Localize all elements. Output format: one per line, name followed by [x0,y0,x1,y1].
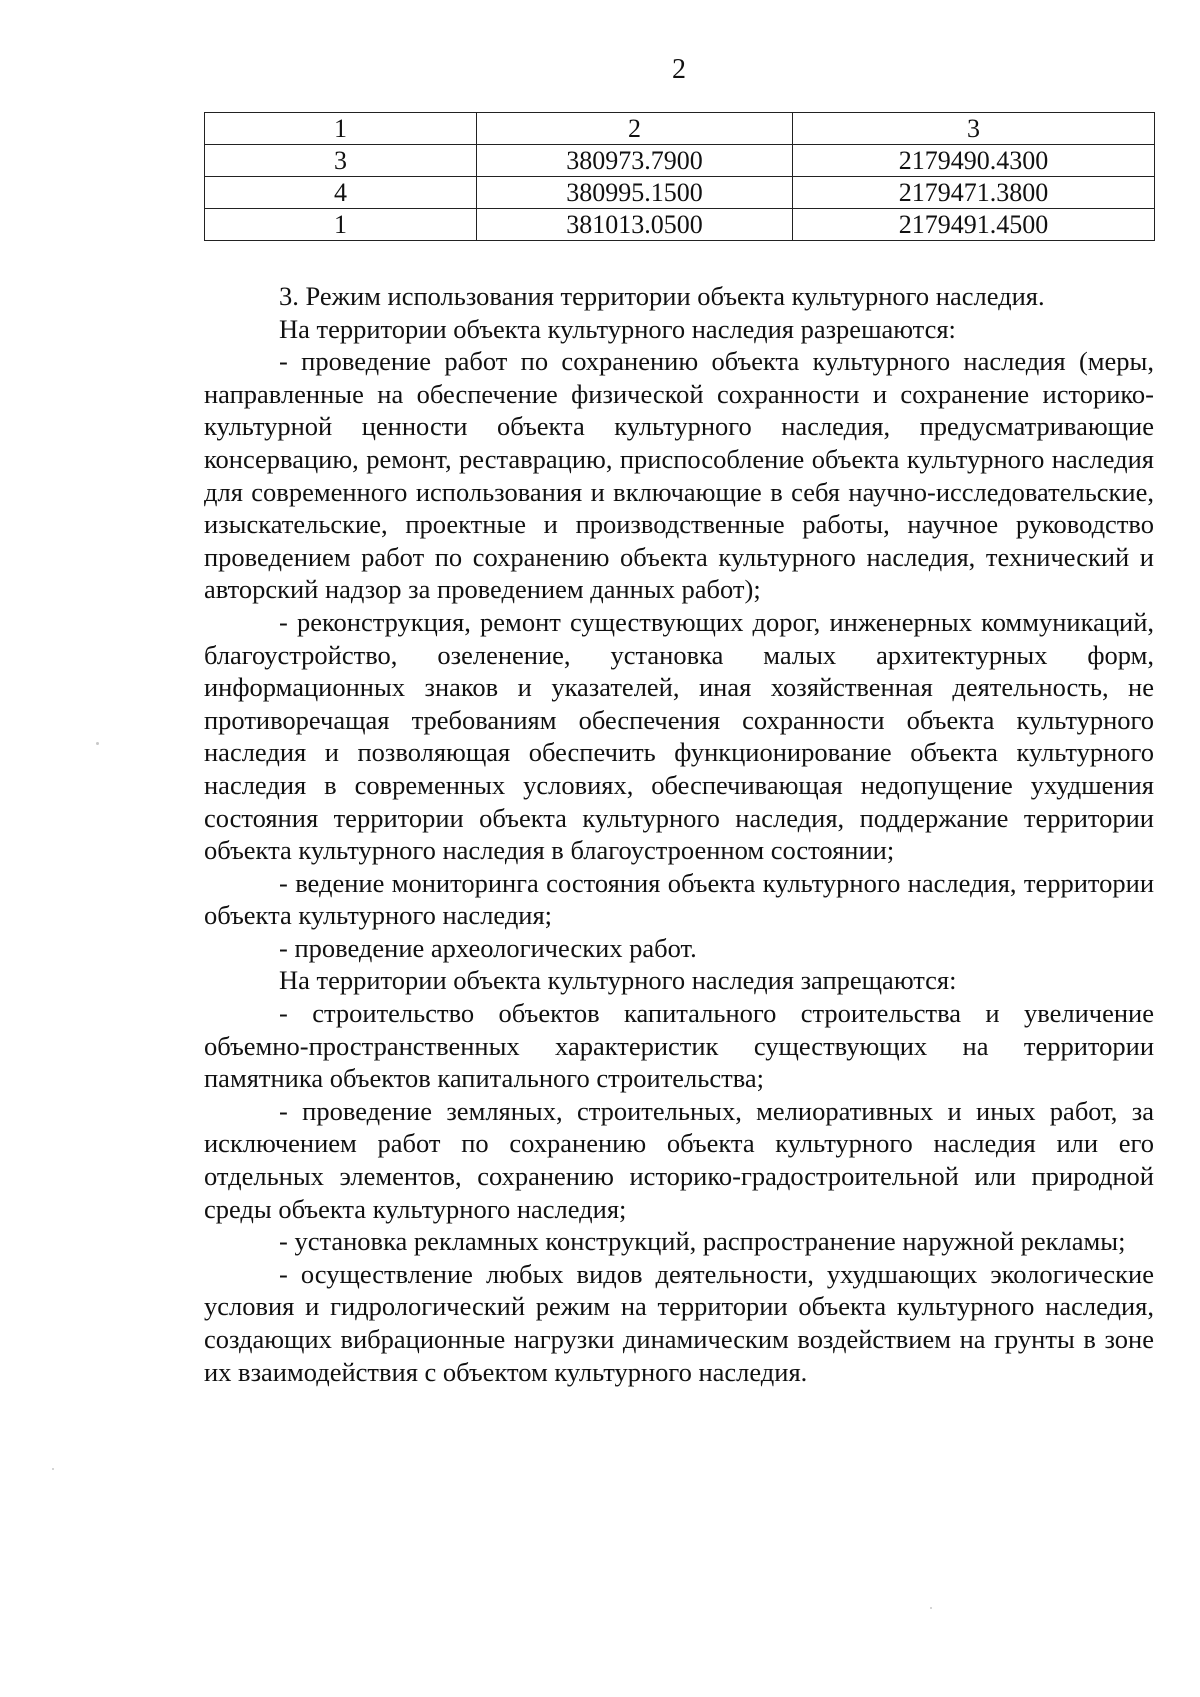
scan-speck [52,1468,54,1470]
list-item: - проведение земляных, строительных, мелиоративных и иных работ, за исключением работ по сохранению объекта культурного наследия или его отдельных элементов, сохранению историко-градостроительной или природной среды объекта культурного наследия; [204,1095,1154,1224]
permitted-intro: На территории объекта культурного наследия разрешаются: [279,313,956,344]
list-item: - реконструкция, ремонт существующих дорог, инженерных коммуникаций, благоустройство, озеленение, установка малых архитектурных форм, информационных знаков и указателей, иная хозяйственная деятельность, не противоречащая требованиям обеспечения сохранности объекта культурного наследия и позволяющая обеспечить функционирование объекта культурного наследия в современных условиях, обеспечивающая недопущение ухудшения состояния территории объекта культурного наследия, поддержание территории объекта культурного наследия в благоустроенном состоянии; [204,606,1154,866]
x-coordinate-cell: 381013.0500 [477,209,793,241]
prohibited-intro: На территории объекта культурного наследия запрещаются: [279,965,957,996]
document-body [204,280,1154,1388]
list-item: - строительство объектов капитального строительства и увеличение объемно-пространственных характеристик существующих на территории памятника объектов капитального строительства; [204,998,1154,1094]
scan-speck [930,1607,932,1609]
y-coordinate-cell: 2179471.3800 [793,177,1155,209]
list-item: - установка рекламных конструкций, распространение наружной рекламы; [279,1226,1126,1257]
scan-speck [96,742,99,745]
y-coordinate-cell: 2179491.4500 [793,209,1155,241]
table-header-cell: 3 [793,113,1155,145]
point-number-cell: 1 [205,209,477,241]
point-number-cell: 3 [205,145,477,177]
table-header-cell: 2 [477,113,793,145]
table-header-cell: 1 [205,113,477,145]
y-coordinate-cell: 2179490.4300 [793,145,1155,177]
point-number-cell: 4 [205,177,477,209]
list-item: - ведение мониторинга состояния объекта культурного наследия, территории объекта культурного наследия; [204,867,1154,931]
list-item: - осуществление любых видов деятельности, ухудшающих экологические условия и гидрологический режим на территории объекта культурного наследия, создающих вибрационные нагрузки динамическим воздействием на грунты в зоне их взаимодействия с объектом культурного наследия. [204,1258,1154,1387]
x-coordinate-cell: 380995.1500 [477,177,793,209]
table-header-row [205,113,1155,145]
table-row [205,177,1155,209]
coordinates-table [204,112,1155,241]
page-number: 2 [672,54,686,85]
table-row [205,209,1155,241]
list-item: - проведение археологических работ. [279,932,697,963]
x-coordinate-cell: 380973.7900 [477,145,793,177]
list-item: - проведение работ по сохранению объекта культурного наследия (меры, направленные на обеспечение физической сохранности и сохранение историко-культурной ценности объекта культурного наследия, предусматривающие консервацию, ремонт, реставрацию, приспособление объекта культурного наследия для современного использования и включающие в себя научно-исследовательские, изыскательские, проектные и производственные работы, научное руководство проведением работ по сохранению объекта культурного наследия, технический и авторский надзор за проведением данных работ); [204,346,1154,605]
table-row [205,145,1155,177]
section-heading: 3. Режим использования территории объекта культурного наследия. [279,281,1045,311]
